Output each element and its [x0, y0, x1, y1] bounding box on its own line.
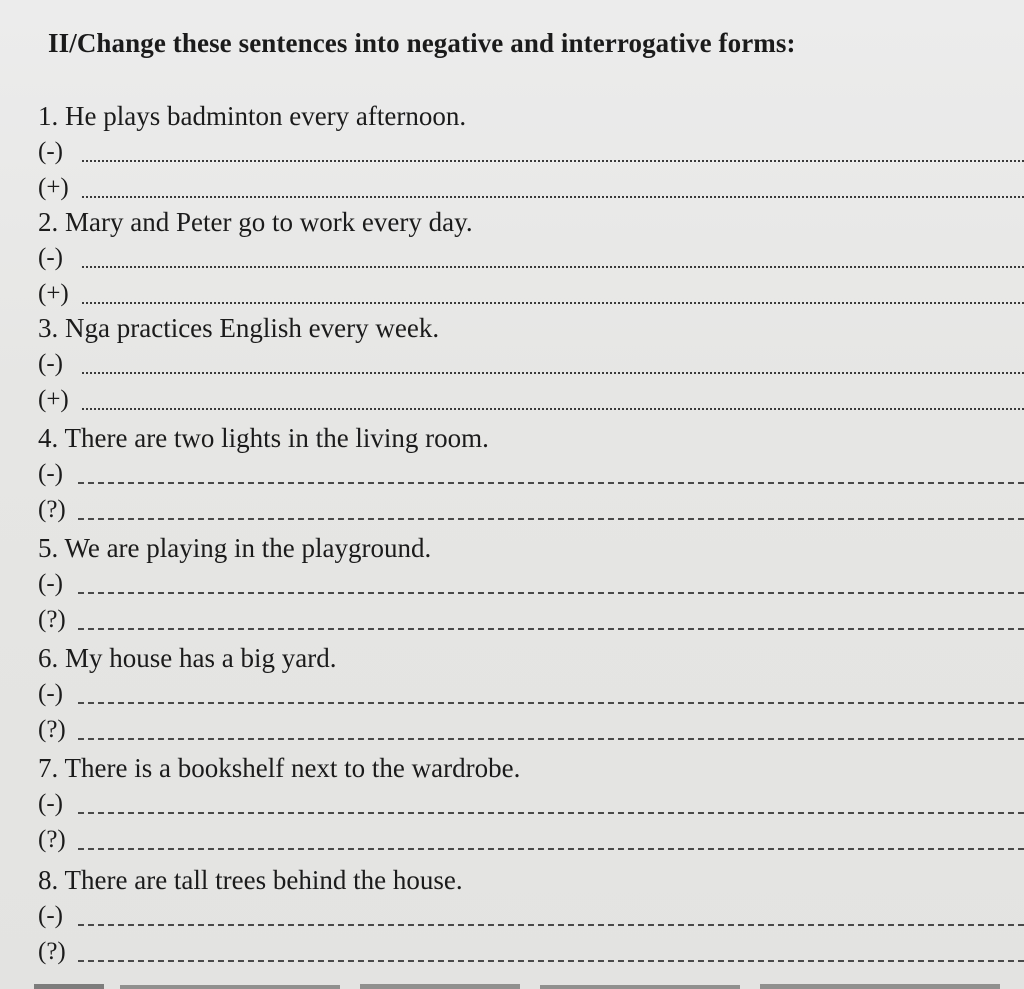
question-sentence: 5. We are playing in the playground. — [38, 533, 432, 563]
question-sentence: 4. There are two lights in the living room. — [38, 423, 489, 453]
question-sentence: 7. There is a bookshelf next to the wardrobe. — [38, 753, 521, 783]
negative-marker: (-) — [38, 570, 63, 597]
interrogative-marker: (+) — [38, 280, 69, 307]
negative-marker: (-) — [38, 244, 63, 271]
dashed-answer-blank[interactable] — [78, 518, 1024, 520]
dotted-answer-blank[interactable] — [82, 302, 1024, 304]
answer-line-negative[interactable] — [38, 676, 1024, 712]
answer-line-interrogative[interactable] — [38, 822, 1024, 858]
negative-marker: (-) — [38, 350, 63, 377]
dashed-answer-blank[interactable] — [78, 628, 1024, 630]
answer-line-negative[interactable] — [38, 456, 1024, 492]
question-1 — [38, 98, 1024, 206]
cropped-text-fragment-icon — [30, 978, 1024, 989]
dashed-answer-blank[interactable] — [78, 924, 1024, 926]
question-sentence: 6. My house has a big yard. — [38, 643, 337, 673]
question-7 — [38, 750, 1024, 858]
interrogative-marker: (?) — [38, 716, 66, 743]
interrogative-marker: (+) — [38, 174, 69, 201]
answer-line-interrogative[interactable] — [38, 934, 1024, 970]
dotted-answer-blank[interactable] — [82, 196, 1024, 198]
dashed-answer-blank[interactable] — [78, 482, 1024, 484]
dotted-answer-blank[interactable] — [82, 408, 1024, 410]
dashed-answer-blank[interactable] — [78, 738, 1024, 740]
answer-line-negative[interactable] — [38, 346, 1024, 382]
negative-marker: (-) — [38, 680, 63, 707]
interrogative-marker: (?) — [38, 606, 66, 633]
answer-line-negative[interactable] — [38, 240, 1024, 276]
negative-marker: (-) — [38, 460, 63, 487]
dotted-answer-blank[interactable] — [82, 372, 1024, 374]
question-8 — [38, 862, 1024, 970]
interrogative-marker: (?) — [38, 826, 66, 853]
dashed-answer-blank[interactable] — [78, 702, 1024, 704]
cropped-next-section — [30, 977, 1024, 989]
answer-line-negative[interactable] — [38, 786, 1024, 822]
question-2 — [38, 204, 1024, 312]
negative-marker: (-) — [38, 902, 63, 929]
dashed-answer-blank[interactable] — [78, 812, 1024, 814]
question-5 — [38, 530, 1024, 638]
dashed-answer-blank[interactable] — [78, 960, 1024, 962]
dashed-answer-blank[interactable] — [78, 592, 1024, 594]
question-sentence: 8. There are tall trees behind the house. — [38, 865, 463, 895]
exercise-heading: II/Change these sentences into negative and interrogative forms: — [48, 28, 796, 58]
question-sentence: 2. Mary and Peter go to work every day. — [38, 207, 473, 237]
question-6 — [38, 640, 1024, 748]
answer-line-negative[interactable] — [38, 134, 1024, 170]
question-sentence: 1. He plays badminton every afternoon. — [38, 101, 467, 131]
answer-line-interrogative[interactable] — [38, 170, 1024, 206]
answer-line-interrogative[interactable] — [38, 382, 1024, 418]
question-sentence: 3. Nga practices English every week. — [38, 313, 440, 343]
interrogative-marker: (+) — [38, 386, 69, 413]
answer-line-interrogative[interactable] — [38, 276, 1024, 312]
answer-line-negative[interactable] — [38, 898, 1024, 934]
negative-marker: (-) — [38, 138, 63, 165]
question-4 — [38, 420, 1024, 528]
answer-line-negative[interactable] — [38, 566, 1024, 602]
answer-line-interrogative[interactable] — [38, 492, 1024, 528]
answer-line-interrogative[interactable] — [38, 712, 1024, 748]
interrogative-marker: (?) — [38, 938, 66, 965]
dotted-answer-blank[interactable] — [82, 266, 1024, 268]
dotted-answer-blank[interactable] — [82, 160, 1024, 162]
dashed-answer-blank[interactable] — [78, 848, 1024, 850]
interrogative-marker: (?) — [38, 496, 66, 523]
answer-line-interrogative[interactable] — [38, 602, 1024, 638]
question-3 — [38, 310, 1024, 418]
negative-marker: (-) — [38, 790, 63, 817]
